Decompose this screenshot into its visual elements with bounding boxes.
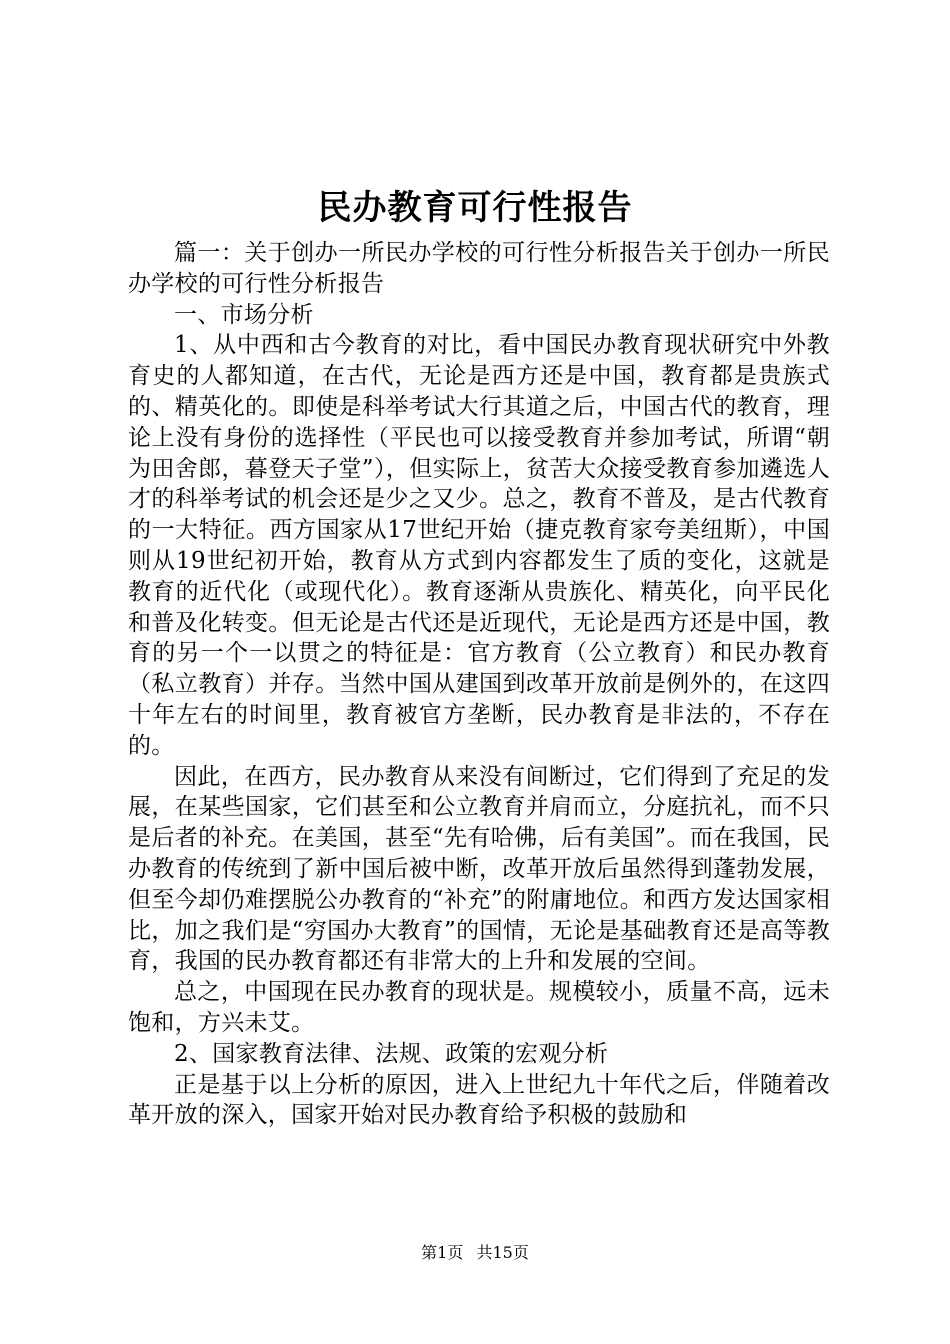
paragraph-western-development: 因此，在西方，民办教育从来没有间断过，它们得到了充足的发展，在某些国家，它们甚至和公立教育并肩而立，分庭抗礼，而不只是后者的补充。在美国，甚至“先有哈佛，后有美国”。而在我国，民办教育的传统到了新中国后被中断，改革开放后虽然得到蓬勃发展，但至今却仍难摆脱公办教育的“补充”的附庸地位。和西方发达国家相比，加之我们是“穷国办大教育”的国情，无论是基础教育还是高等教育，我国的民办教育都还有非常大的上升和发展的空间。	[128, 763, 830, 975]
subheading-policy-analysis: 2、国家教育法律、法规、政策的宏观分析	[174, 1040, 609, 1067]
paragraph-intro: 篇一：关于创办一所民办学校的可行性分析报告关于创办一所民办学校的可行性分析报告	[128, 240, 830, 297]
paragraph-summary: 总之，中国现在民办教育的现状是。规模较小，质量不高，远未饱和，方兴未艾。	[128, 979, 830, 1036]
page-total: 共15页	[476, 1243, 529, 1262]
paragraph-policy: 正是基于以上分析的原因，进入上世纪九十年代之后，伴随着改革开放的深入，国家开始对民办教育给予积极的鼓励和	[128, 1071, 830, 1129]
document-title: 民办教育可行性报告	[317, 188, 633, 228]
document-body	[128, 238, 830, 1131]
paragraph-comparison: 1、从中西和古今教育的对比，看中国民办教育现状研究中外教育史的人都知道，在古代，无论是西方还是中国，教育都是贵族式的、精英化的。即使是科举考试大行其道之后，中国古代的教育，理论上没有身份的选择性（平民也可以接受教育并参加考试，所谓“朝为田舍郎，暮登天子堂”），但实际上，贫苦大众接受教育参加遴选人才的科举考试的机会还是少之又少。总之，教育不普及，是古代教育的一大特征。西方国家从17世纪开始（捷克教育家夸美纽斯），中国则从19世纪初开始，教育从方式到内容都发生了质的变化，这就是教育的近代化（或现代化）。教育逐渐从贵族化、精英化，向平民化和普及化转变。但无论是古代还是近现代，无论是西方还是中国，教育的另一个一以贯之的特征是：官方教育（公立教育）和民办教育（私立教育）并存。当然中国从建国到改革开放前是例外的，在这四十年左右的时间里，教育被官方垄断，民办教育是非法的，不存在的。	[128, 332, 830, 759]
page-number: 第1页	[421, 1243, 464, 1262]
section-heading-market-analysis: 一、市场分析	[174, 301, 314, 328]
page-footer	[0, 1243, 950, 1263]
